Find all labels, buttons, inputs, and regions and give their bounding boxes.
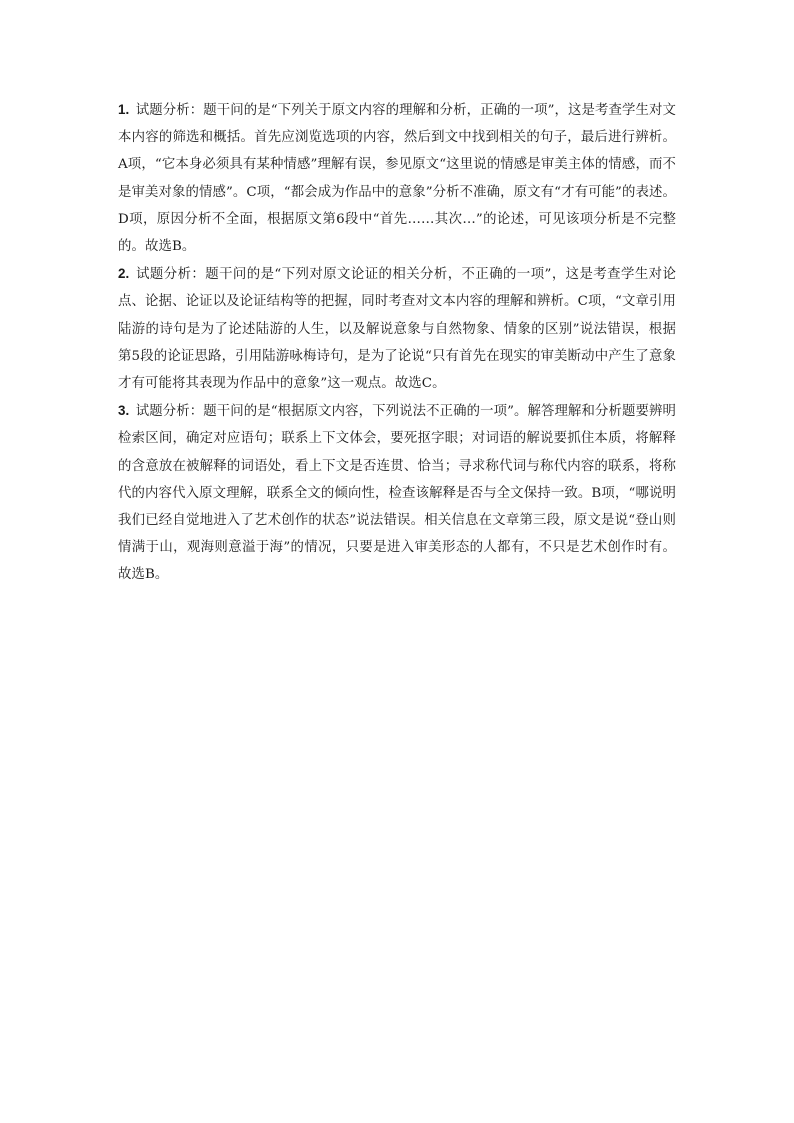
analysis-item-3 (118, 397, 676, 588)
item-number: 3. (118, 403, 130, 419)
analysis-item-2 (118, 260, 676, 397)
item-text: 试题分析：题干问的是“根据原文内容，下列说法不正确的一项”。解答理解和分析题要辨明检索区间，确定对应语句；联系上下文体会，要死抠字眼；对词语的解说要抓住本质，将解释的含意放在被解释的词语处，看上下文是否连贯、恰当；寻求称代词与称代内容的联系，将称代的内容代入原文理解，联系全文的倾向性，检查该解释是否与全文保持一致。B项，“哪说明我们已经自觉地进入了艺术创作的状态”说法错误。相关信息在文章第三段，原文是说“登山则情满于山，观海则意溢于海”的情况，只要是进入审美形态的人都有，不只是艺术创作时有。故选B。 (118, 404, 677, 583)
analysis-item-1 (118, 96, 676, 260)
item-number: 1. (118, 102, 130, 117)
item-text: 试题分析：题干问的是“下列对原文论证的相关分析，不正确的一项”，这是考查学生对论点、论据、论证以及论证结构等的把握，同时考查对文本内容的理解和辨析。C项，“文章引用陆游的诗句是为了论述陆游的人生，以及解说意象与自然物象、情象的区别”说法错误，根据第5段的论证思路，引用陆游咏梅诗句，是为了论说“只有首先在现实的审美断动中产生了意象才有可能将其表现为作品中的意象”这一观点。故选C。 (118, 267, 676, 392)
item-number: 2. (118, 266, 130, 282)
answer-analysis-document (118, 96, 676, 589)
item-text: 试题分析：题干问的是“下列关于原文内容的理解和分析，正确的一项”，这是考查学生对文本内容的筛选和概括。首先应浏览选项的内容，然后到文中找到相关的句子，最后进行辨析。A项，“它本身必须具有某种情感”理解有误，参见原文“这里说的情感是审美主体的情感，而不是审美对象的情感”。C项，“都会成为作品中的意象”分析不准确，原文有“才有可能”的表述。D项，原因分析不全面，根据原文第6段中“首先……其次…”的论述，可见该项分析是不完整的。故选B。 (118, 103, 677, 255)
